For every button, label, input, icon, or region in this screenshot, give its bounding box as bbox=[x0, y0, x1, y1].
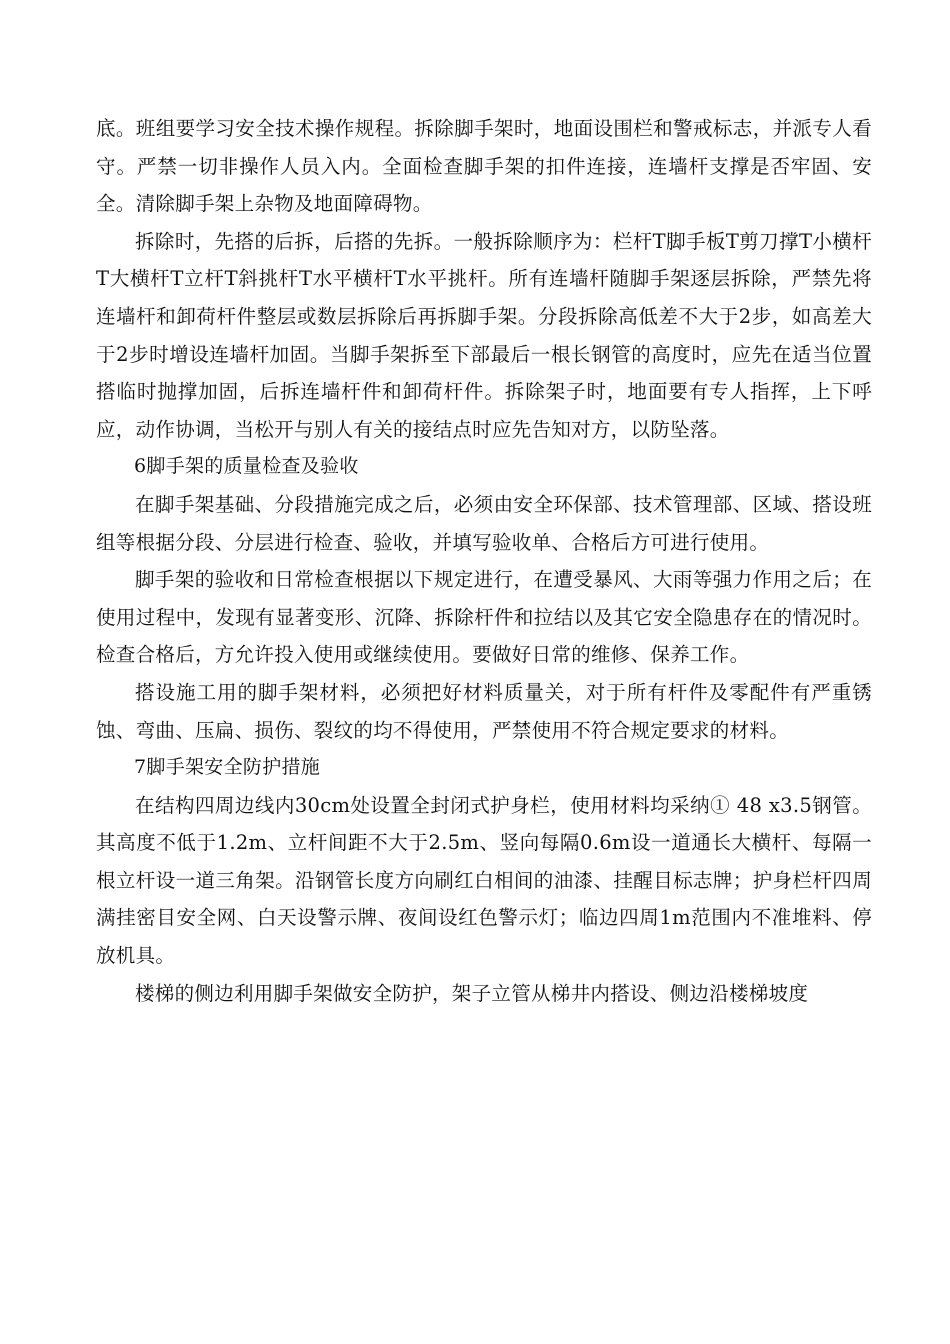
body-paragraph: 楼梯的侧边利用脚手架做安全防护，架子立管从梯井内搭设、侧边沿楼梯坡度 bbox=[135, 981, 809, 1005]
body-paragraph: 在脚手架基础、分段措施完成之后，必须由安全环保部、技术管理部、区域、搭设班组等根据分段、分层进行检查、验收，并填写验收单、合格后方可进行使用。 bbox=[96, 492, 872, 554]
body-paragraph: 在结构四周边线内30cm处设置全封闭式护身栏，使用材料均采纳① 48 x3.5钢管。其高度不低于1.2m、立杆间距不大于2.5m、竖向每隔0.6m设一道通长大横杆、每隔一根立杆设一道三角架。沿钢管长度方向刷红白相间的油漆、挂醒目标志牌；护身栏杆四周满挂密目安全网、白天设警示牌、夜间设红色警示灯；临边四周1m范围内不准堆料、停放机具。 bbox=[96, 793, 872, 968]
body-paragraph: 搭设施工用的脚手架材料，必须把好材料质量关，对于所有杆件及零配件有严重锈蚀、弯曲、压扁、损伤、裂纹的均不得使用，严禁使用不符合规定要求的材料。 bbox=[96, 680, 872, 742]
body-paragraph: 脚手架的验收和日常检查根据以下规定进行，在遭受暴风、大雨等强力作用之后；在使用过程中，发现有显著变形、沉降、拆除杆件和拉结以及其它安全隐患存在的情况时。检查合格后，方允许投入使用或继续使用。要做好日常的维修、保养工作。 bbox=[96, 568, 872, 667]
section-heading: 6脚手架的质量检查及验收 bbox=[134, 455, 359, 478]
section-heading: 7脚手架安全防护措施 bbox=[134, 756, 321, 779]
body-paragraph: 底。班组要学习安全技术操作规程。拆除脚手架时，地面设围栏和警戒标志，并派专人看守。严禁一切非操作人员入内。全面检查脚手架的扣件连接，连墙杆支撑是否牢固、安全。清除脚手架上杂物及地面障碍物。 bbox=[96, 117, 872, 216]
body-paragraph: 拆除时，先搭的后拆，后搭的先拆。一般拆除顺序为：栏杆T脚手板T剪刀撑T小横杆T大横杆T立杆T斜挑杆T水平横杆T水平挑杆。所有连墙杆随脚手架逐层拆除，严禁先将连墙杆和卸荷杆件整层或数层拆除后再拆脚手架。分段拆除高低差不大于2步，如高差大于2步时增设连墙杆加固。当脚手架拆至下部最后一根长钢管的高度时，应先在适当位置搭临时抛撑加固，后拆连墙杆件和卸荷杆件。拆除架子时，地面要有专人指挥，上下呼应，动作协调，当松开与别人有关的接结点时应先告知对方，以防坠落。 bbox=[96, 229, 872, 441]
document-page bbox=[96, 110, 872, 1012]
